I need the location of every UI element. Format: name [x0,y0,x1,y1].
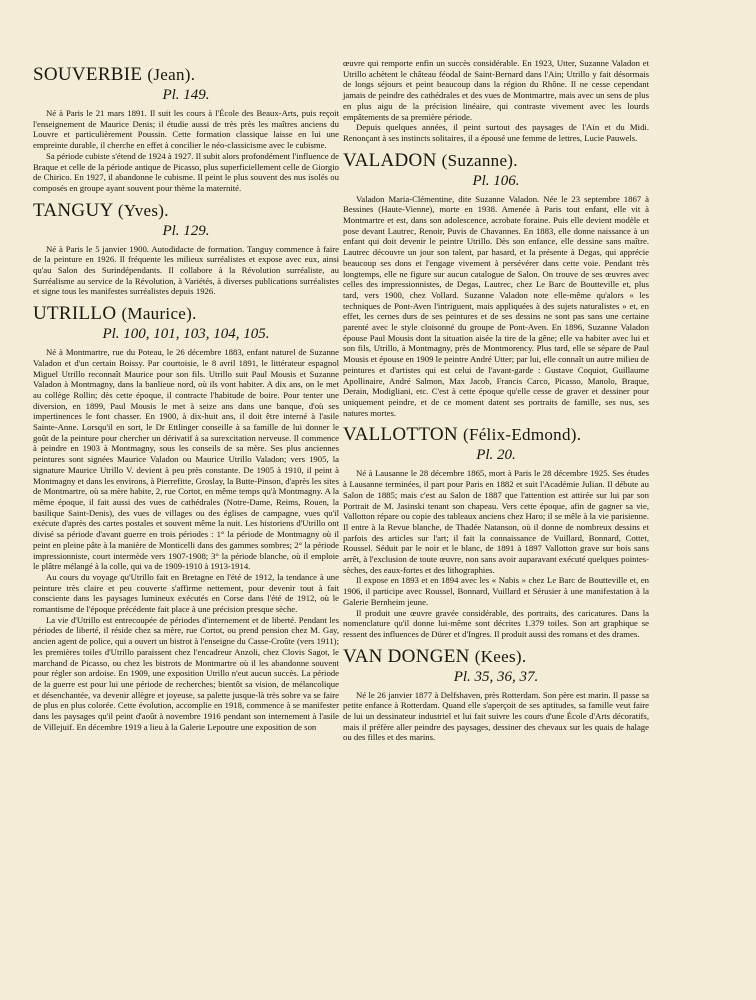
paragraph: Né à Paris le 21 mars 1891. Il suit les cours à l'École des Beaux-Arts, puis reçoit l'enseignement de Maurice Denis; il étudie aussi de très près les maîtres anciens du Louvre et particulièrement Poussin. Cette formation classique laisse en lui une empreinte durable, il cherche en effet à concilier le néo-classicisme avec le cubisme. [33,108,339,151]
artist-name: TANGUY (Yves). [33,199,169,221]
plate-reference: Pl. 106. [472,172,520,189]
left-column [33,58,339,738]
plate-reference: Pl. 149. [162,87,210,103]
paragraph: Né le 26 janvier 1877 à Delfshaven, près Rotterdam. Son père est marin. Il passe sa petite enfance à Rotterdam. Quand elle s'aperçoit de ses aptitudes, sa famille veut faire de lui un dessinateur industriel et lui fait suivre les cours d'une École d'Arts décoratifs, mais il préfère aller peindre des paysages, dessiner des chevaux sur les quais de halage ou des filles et des marins. [343,689,649,743]
artist-name: VALLOTTON (Félix-Edmond). [343,424,582,446]
entry-valadon [343,150,649,419]
paragraph: Né à Lausanne le 28 décembre 1865, mort à Paris le 28 décembre 1925. Ses études à Lausanne terminées, il part pour Paris en 1882 et suit l'Académie Julian. Il débute au Salon de 1885; mais c'est au Salon de 1887 que l'attention est attirée sur lui par son Portrait de M. Jasinski tenant son chapeau. Vers cette époque, afin de gagner sa vie, Vallotton répare ou copie des tableaux anciens chez Haro; il se mêle à la vie parisienne. Il entre à la Revue blanche, de Thadée Natanson, où il donne de nombreux dessins et parfois des articles sur l'art; il fait la connaissance de Vuillard, Bonnard, Cottet, Roussel. Séduit par le noir et le blanc, de 1891 à 1897 Vallotton grave sur bois sans arrêt, à l'exclusion de toute œuvre, non sans avoir auparavant exécuté quelques pointes-sèches, des eaux-fortes et des lithographies. [343,468,649,575]
artist-name: UTRILLO (Maurice). [33,303,197,325]
paragraph: Né à Paris le 5 janvier 1900. Autodidacte de formation. Tanguy commence à faire de la peinture en 1926. Il fréquente les milieux surréalistes et expose avec eux, ainsi qu'au Salon des Surindépendants. Il collabore à la Révolution surréaliste, au Surréalisme au service de la Révolution, à Variétés, à diverses publications surréalistes et signe tous les manifestes surréalistes depuis 1926. [33,243,339,297]
paragraph: œuvre qui remporte enfin un succès considérable. En 1923, Utter, Suzanne Valadon et Utrillo achètent le château féodal de Saint-Bernard dans l'Ain; Utrillo y fait désormais de longs séjours et peint beaucoup dans la région du Rhône. Il ne cesse cependant jamais de peindre des cathédrales et des vues de Montmartre, mais avec un sens de plus en plus aigu de la précision linéaire, qui contraste vivement avec les lourds empâtements de sa première période. [343,58,649,122]
artist-name: VAN DONGEN (Kees). [343,645,527,667]
paragraph: Depuis quelques années, il peint surtout des paysages de l'Ain et du Midi. Renonçant à ses instincts solitaires, il a épousé une femme de lettres, Lucie Pauwels. [343,122,649,143]
entry-van-dongen [343,646,649,744]
paragraph: Valadon Maria-Clémentine, dite Suzanne Valadon. Née le 23 septembre 1867 à Bessines (Haute-Vienne), morte en 1938. Amenée à Paris tout enfant, elle vit à Montmartre et est, dans son adolescence, acrobate foraine. Puis elle devient modèle et pose devant Lautrec, Renoir, Puvis de Chavannes. En 1883, elle donne naissance à un enfant qui doit devenir le peintre Utrillo. Dès son enfance, elle dessine sans maître. Lautrec découvre un jour son talent, par hasard, et la présente à Degas, qui apprécie beaucoup ses dons et l'engage vivement à persévérer dans cette voie. Pendant très longtemps, elle ne figure sur aucun catalogue de Salon. On trouve de ses œuvres avec celles des impressionnistes, de Degas, Lautrec, chez Le Barc de Boutteville et, plus tard, vers 1900, chez Vollard. Suzanne Valadon note elle-même qu'alors « les techniques de Pont-Aven l'intriguent, mais appliquées à des sujets naturalistes » et, en effet, les cernes durs de ses peintures et de ses dessins ne sont pas sans une certaine parenté avec le style cloisonné du groupe de Pont-Aven. En 1896, Suzanne Valadon épouse Paul Mousis dont la situation aisée la tire de la gêne; elle va habiter avec lui et son fils, Utrillo, à Montmagny, près de Montmorency. Plus tard, elle se sépare de Paul Mousis et épouse en 1909 le peintre André Utter; par lui, elle connaît un autre milieu de peintures et d'artistes qui est celui de l'avant-garde : Gustave Coquiot, Guillaume Apollinaire, André Salmon, Max Jacob, Francis Carco, Picasso, Manolo, Braque, Derain, Modigliani, etc. C'est à cette époque qu'elle cesse de graver et dessiner pour uniquement peindre, et de ce moment datent ses portraits de famille, ses nus, ses natures mortes. [343,193,649,418]
paragraph: Il expose en 1893 et en 1894 avec les « Nabis » chez Le Barc de Boutteville et, en 1906, il participe avec Roussel, Bonnard, Vuillard et Sérusier à une manifestation à la Galerie Bernheim jeune. [343,575,649,607]
entry-utrillo-continued [343,58,649,144]
paragraph: Au cours du voyage qu'Utrillo fait en Bretagne en l'été de 1912, la tendance à une peinture très claire et peu couverte s'affirme nettement, pour devenir tout à fait consciente dans les paysages lumineux exécutés en Corse dans l'été de 1912, où le romantisme de l'époque précédente fait place à une précision presque sèche. [33,571,339,615]
artist-name: VALADON (Suzanne). [343,149,518,171]
artist-name: SOUVERBIE (Jean). [33,64,196,85]
plate-reference: Pl. 35, 36, 37. [453,668,539,685]
plate-reference: Pl. 100, 101, 103, 104, 105. [102,326,270,343]
entry-utrillo [33,303,339,732]
entry-tanguy [33,200,339,298]
paragraph: Sa période cubiste s'étend de 1924 à 1927. Il subit alors profondément l'influence de Braque et celle de la période antique de Picasso, plus superficiellement celle de Giorgio de Chirico. En 1927, il abandonne le cubisme. Il peint le plus souvent des nus isolés ou composés en groupe ayant souvent pour thème la maternité. [33,150,339,193]
right-column [343,58,649,749]
plate-reference: Pl. 129. [162,222,210,239]
entry-souverbie [33,64,339,194]
paragraph: Né à Montmartre, rue du Poteau, le 26 décembre 1883, enfant naturel de Suzanne Valadon et d'un certain Boissy. Par courtoisie, le 8 avril 1891, le littérateur espagnol Miguel Utrillo reconnaît Maurice pour son fils. Utrillo suit Paul Mousis et Suzanne Valadon à Montmagny, dans la banlieue nord, où ils vont habiter. A dix ans, on le met au collège Rollin; dès cette époque, il contracte l'habitude de boire. Pour tenter une diversion, en 1899, Paul Mousis le met à seize ans dans une banque, d'où ses impertinences le font chasser. En 1900, à dix-huit ans, il doit être interné à l'asile Sainte-Anne. Lorsqu'il en sort, le Dr Ettlinger conseille à sa famille de lui donner le goût de la peinture pour chercher un dérivatif à sa surexcitation nerveuse. Il commence à peindre en 1903 à Montmagny, sous les conseils de sa mère. Ses plus anciennes peintures sont signées Maurice Valadon ou Maurice Utrillo Valadon; vers 1905, la signature Maurice Utrillo V. devient à peu près constante. De 1905 à 1910, il peint à Montmagny et dans les environs, à Pierrefitte, Groslay, la Butte-Pinson, d'après les sites de Montmartre, où sa mère habite, 2, rue Cortot, en même temps qu'à Montmagny. A la même époque, il fait aussi des vues de cathédrales (Notre-Dame, Reims, Rouen, la basilique Saint-Denis), des vues de villages ou des églises de campagne, vues qu'il exécute d'après des cartes postales et souvent même la nuit. Les historiens d'Utrillo ont divisé sa période d'avant guerre en trois périodes : 1° la période de Montmagny où il peint en pleine pâte à la manière de Monticelli dans des gammes sombres; 2° la période impressionniste, court intermède vers 1907-1908; 3° la période blanche, où il emploie le plâtre mélangé à la colle, qui va de 1909-1910 à 1913-1914. [33,347,339,572]
entry-vallotton [343,424,649,639]
paragraph: La vie d'Utrillo est entrecoupée de périodes d'internement et de liberté. Pendant les périodes de liberté, il réside chez sa mère, rue Cortot, ou prend pension chez M. Gay, ancien agent de police, qui a ouvert un bistrot à l'enseigne du Casse-Croûte (vers 1911); les premières toiles d'Utrillo paraissent chez l'encadreur Anzoli, chez Clovis Sagot, le marchand de Picasso, ou chez les bistrots de Montmartre où il les abandonne souvent pour régler son ardoise. En 1909, une exposition Utrillo n'eut aucun succès. La période de la guerre est pour lui une période de recherches; bientôt sa vision, de mélancolique et désenchantée, va devenir allègre et joyeuse, sa palette jusque-là très sobre va se faire de plus en plus colorée. Cette évolution, accomplie en 1918, commence à se manifester dans les paysages qu'il peint d'août à novembre 1916 pendant son internement à l'asile de Villejuif. En décembre 1919 a lieu à la Galerie Lepoutre une exposition de son [33,614,339,732]
paragraph: Il produit une œuvre gravée considérable, des portraits, des caricatures. Dans la nomenclature qu'il donne lui-même sont décrites 1.379 toiles. Son art graphique se ressent des influences de Dürer et d'Ingres. Il produit aussi des romans et des drames. [343,607,649,639]
plate-reference: Pl. 20. [476,447,516,464]
